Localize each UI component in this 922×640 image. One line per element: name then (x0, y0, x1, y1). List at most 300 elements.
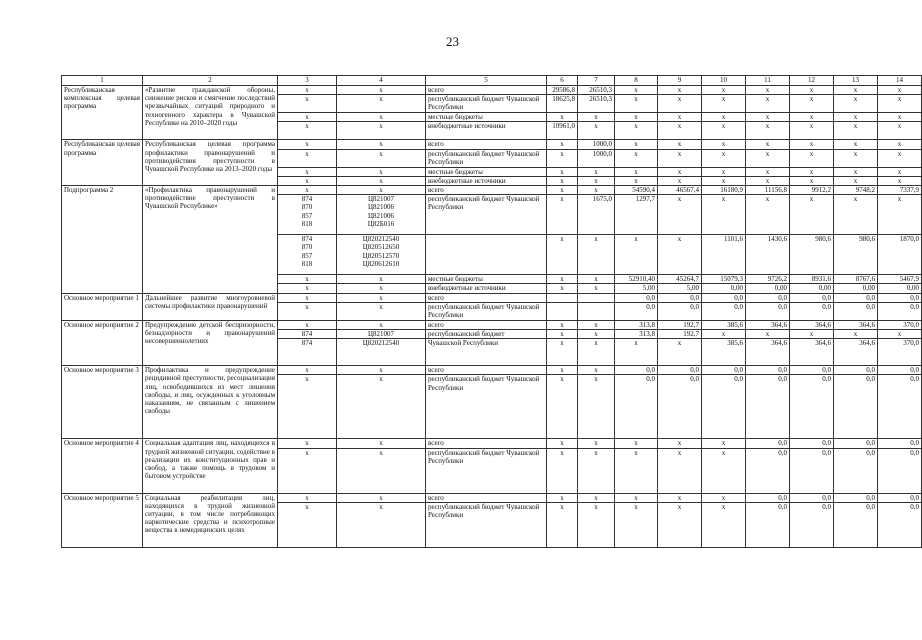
value-cell: 0,0 (878, 493, 922, 502)
value-cell: х (578, 186, 615, 195)
value-cell: 0,0 (615, 302, 658, 320)
value-cell: х (615, 502, 658, 547)
value-cell: 0,00 (746, 284, 790, 293)
program-name-cell: Основное мероприятие 2 (62, 320, 143, 365)
table-row (62, 366, 922, 375)
value-cell: 0,0 (702, 302, 746, 320)
value-cell: 46567,4 (658, 186, 702, 195)
funding-source-cell: всего (426, 86, 547, 95)
table-row (62, 493, 922, 502)
program-description-cell: Предупреждение детской беспризорности, безнадзорности и правонарушений несовершеннолетних (143, 320, 278, 365)
value-cell: х (658, 122, 702, 140)
value-cell: 8931,6 (790, 275, 834, 284)
budget-class-cell: Ц821007 Ц821006 Ц821006 Ц82Б016 (337, 195, 426, 235)
table-row (62, 293, 922, 302)
table-row (62, 186, 922, 195)
value-cell: х (615, 95, 658, 113)
value-cell: х (547, 186, 578, 195)
funding-source-cell: внебюджетные источники (426, 176, 547, 185)
value-cell: 364,6 (834, 339, 878, 366)
value-cell: 0,0 (878, 448, 922, 493)
value-cell: х (702, 493, 746, 502)
value-cell: 0,00 (834, 284, 878, 293)
value-cell: х (578, 122, 615, 140)
value-cell: 0,0 (746, 366, 790, 375)
value-cell: х (547, 375, 578, 439)
value-cell: х (746, 195, 790, 235)
value-cell: 0,0 (790, 366, 834, 375)
budget-class-cell: х (337, 95, 426, 113)
page-number: 23 (446, 34, 459, 49)
column-header: 3 (278, 76, 337, 86)
gov-code-cell: 874 (278, 339, 337, 366)
value-cell: х (790, 195, 834, 235)
column-header: 9 (658, 76, 702, 86)
value-cell: х (878, 176, 922, 185)
value-cell: х (578, 366, 615, 375)
value-cell: х (547, 140, 578, 149)
value-cell: 1101,6 (702, 235, 746, 275)
value-cell: х (834, 86, 878, 95)
budget-class-cell: х (337, 167, 426, 176)
gov-code-cell: х (278, 86, 337, 95)
table-row (62, 320, 922, 329)
budget-class-cell: Ц820212540 (337, 339, 426, 366)
value-cell: х (578, 375, 615, 439)
value-cell: 0,0 (834, 502, 878, 547)
value-cell: х (790, 176, 834, 185)
value-cell: 0,0 (702, 366, 746, 375)
budget-class-cell: х (337, 86, 426, 95)
value-cell: 0,0 (746, 375, 790, 439)
value-cell: х (658, 95, 702, 113)
value-cell: 313,8 (615, 320, 658, 329)
budget-class-cell: х (337, 176, 426, 185)
value-cell: 0,0 (658, 293, 702, 302)
value-cell: х (746, 95, 790, 113)
value-cell: х (834, 113, 878, 122)
gov-code-cell: 874 870 857 818 (278, 195, 337, 235)
gov-code-cell: х (278, 186, 337, 195)
budget-class-cell: х (337, 275, 426, 284)
value-cell: х (702, 122, 746, 140)
funding-source-cell: республиканский бюджет Чувашской Республики (426, 195, 547, 235)
value-cell: 385,6 (702, 320, 746, 329)
value-cell: х (547, 366, 578, 375)
value-cell: х (615, 176, 658, 185)
gov-code-cell: х (278, 113, 337, 122)
value-cell: 0,0 (878, 502, 922, 547)
value-cell: х (615, 113, 658, 122)
funding-source-cell: республиканский бюджет Чувашской Республики (426, 149, 547, 167)
value-cell: 0,0 (790, 375, 834, 439)
value-cell: 0,0 (746, 439, 790, 448)
value-cell: 364,6 (746, 339, 790, 366)
value-cell: 16180,9 (702, 186, 746, 195)
funding-source-cell: республиканский бюджет Чувашской Республики (426, 302, 547, 320)
value-cell: 0,0 (746, 493, 790, 502)
value-cell: 0,0 (878, 302, 922, 320)
value-cell: 0,0 (658, 302, 702, 320)
funding-source-cell: всего (426, 320, 547, 329)
value-cell: х (702, 195, 746, 235)
value-cell: х (658, 439, 702, 448)
value-cell: 370,0 (878, 339, 922, 366)
funding-source-cell: всего (426, 140, 547, 149)
value-cell: х (547, 330, 578, 339)
gov-code-cell: 874 870 857 818 (278, 235, 337, 275)
value-cell: х (702, 86, 746, 95)
value-cell: 0,0 (615, 293, 658, 302)
column-header: 13 (834, 76, 878, 86)
value-cell: х (615, 439, 658, 448)
value-cell: х (547, 320, 578, 329)
value-cell: х (834, 167, 878, 176)
value-cell: х (790, 167, 834, 176)
program-name-cell: Основное мероприятие 5 (62, 493, 143, 547)
value-cell: 5,00 (615, 284, 658, 293)
value-cell: х (547, 502, 578, 547)
value-cell: 8767,6 (834, 275, 878, 284)
value-cell: х (790, 113, 834, 122)
value-cell: х (615, 339, 658, 366)
gov-code-cell: х (278, 140, 337, 149)
program-description-cell: Дальнейшее развитие многоуровневой системы профилактики правонарушений (143, 293, 278, 320)
column-header: 12 (790, 76, 834, 86)
program-name-cell: Основное мероприятие 4 (62, 439, 143, 493)
budget-class-cell: х (337, 186, 426, 195)
value-cell: 192,7 (658, 320, 702, 329)
value-cell: 0,0 (746, 302, 790, 320)
value-cell: х (878, 95, 922, 113)
value-cell: х (746, 176, 790, 185)
value-cell: 980,6 (834, 235, 878, 275)
value-cell: х (578, 320, 615, 329)
value-cell: 0,0 (790, 439, 834, 448)
value-cell: 1297,7 (615, 195, 658, 235)
value-cell: х (834, 330, 878, 339)
value-cell: 9912,2 (790, 186, 834, 195)
value-cell: х (790, 140, 834, 149)
funding-source-cell: всего (426, 293, 547, 302)
value-cell: х (878, 149, 922, 167)
value-cell: 0,0 (746, 502, 790, 547)
funding-source-cell: республиканский бюджет Чувашской Республики (426, 448, 547, 493)
gov-code-cell: х (278, 302, 337, 320)
funding-source-cell (426, 235, 547, 275)
value-cell: х (658, 493, 702, 502)
value-cell: 0,0 (834, 375, 878, 439)
column-header: 6 (547, 76, 578, 86)
value-cell: х (547, 275, 578, 284)
funding-source-cell: всего (426, 439, 547, 448)
funding-source-cell: республиканский бюджет Чувашской Республики (426, 95, 547, 113)
program-description-cell: Социальная адаптация лиц, находящихся в трудной жизненной ситуации, содействие в реализации их конституционных прав и свобод, а также помощь в трудовом и бытовом устройстве (143, 439, 278, 493)
value-cell: х (790, 95, 834, 113)
value-cell: х (615, 167, 658, 176)
budget-class-cell: х (337, 320, 426, 329)
header-row (62, 76, 922, 86)
funding-source-cell: республиканский бюджет Чувашской Республики (426, 502, 547, 547)
value-cell: 1870,0 (878, 235, 922, 275)
value-cell: 5,00 (658, 284, 702, 293)
value-cell: х (834, 195, 878, 235)
value-cell: х (746, 140, 790, 149)
value-cell: 9726,2 (746, 275, 790, 284)
gov-code-cell: х (278, 320, 337, 329)
value-cell: 0,0 (702, 375, 746, 439)
value-cell: х (834, 95, 878, 113)
program-name-cell: Республиканская целевая программа (62, 140, 143, 186)
value-cell: 0,0 (746, 293, 790, 302)
value-cell: х (578, 176, 615, 185)
funding-source-cell: всего (426, 186, 547, 195)
budget-class-cell: х (337, 293, 426, 302)
program-description-cell: Республиканская целевая программа профилактики правонарушений и противодействия преступности в Чувашской Республике на 2013–2020 годы (143, 140, 278, 186)
value-cell: х (790, 330, 834, 339)
value-cell: х (790, 122, 834, 140)
value-cell: х (878, 113, 922, 122)
funding-source-cell: республиканский бюджет (426, 330, 547, 339)
budget-class-cell: х (337, 439, 426, 448)
funding-source-cell: внебюджетные источники (426, 122, 547, 140)
program-name-cell: Республиканская комплексная целевая программа (62, 86, 143, 140)
value-cell: 0,0 (834, 366, 878, 375)
funding-source-cell: всего (426, 493, 547, 502)
value-cell: 1000,0 (578, 140, 615, 149)
column-header: 10 (702, 76, 746, 86)
value-cell: х (746, 113, 790, 122)
value-cell: 5467,9 (878, 275, 922, 284)
value-cell: х (702, 330, 746, 339)
value-cell: х (878, 195, 922, 235)
value-cell: 0,0 (702, 293, 746, 302)
funding-source-cell: местные бюджеты (426, 167, 547, 176)
value-cell: х (702, 95, 746, 113)
value-cell: х (658, 149, 702, 167)
value-cell: х (658, 140, 702, 149)
value-cell: х (547, 113, 578, 122)
value-cell: х (702, 502, 746, 547)
gov-code-cell: х (278, 176, 337, 185)
value-cell: х (547, 149, 578, 167)
value-cell: 192,7 (658, 330, 702, 339)
value-cell: 18625,8 (547, 95, 578, 113)
value-cell: х (547, 176, 578, 185)
value-cell: х (834, 149, 878, 167)
value-cell: х (702, 448, 746, 493)
value-cell: х (878, 86, 922, 95)
value-cell: 0,0 (790, 493, 834, 502)
value-cell: 9748,2 (834, 186, 878, 195)
program-description-cell: Профилактика и предупреждение рецидивной преступности, ресоциализация лиц, освободившихся из мест лишения свободы, и лиц, осужденных к уголовным наказаниям, не связанным с лишением свободы (143, 366, 278, 439)
value-cell: х (658, 448, 702, 493)
value-cell: х (578, 502, 615, 547)
value-cell: х (658, 86, 702, 95)
gov-code-cell: х (278, 149, 337, 167)
value-cell: 0,0 (878, 293, 922, 302)
gov-code-cell: х (278, 275, 337, 284)
gov-code-cell: х (278, 439, 337, 448)
gov-code-cell: х (278, 493, 337, 502)
value-cell: 0,0 (878, 366, 922, 375)
value-cell: х (702, 113, 746, 122)
value-cell: 385,6 (702, 339, 746, 366)
value-cell: 0,00 (878, 284, 922, 293)
value-cell: х (702, 140, 746, 149)
value-cell: 0,0 (790, 448, 834, 493)
column-header: 2 (143, 76, 278, 86)
value-cell: 7337,9 (878, 186, 922, 195)
table-row (62, 86, 922, 95)
value-cell: х (547, 235, 578, 275)
program-name-cell: Основное мероприятие 3 (62, 366, 143, 439)
value-cell: х (615, 235, 658, 275)
value-cell: 0,00 (790, 284, 834, 293)
funding-source-cell: местные бюджеты (426, 275, 547, 284)
value-cell: 364,6 (790, 320, 834, 329)
gov-code-cell: х (278, 95, 337, 113)
value-cell: 0,0 (834, 439, 878, 448)
budget-class-cell: х (337, 502, 426, 547)
value-cell (547, 302, 578, 320)
value-cell: 313,8 (615, 330, 658, 339)
value-cell: х (658, 235, 702, 275)
budget-class-cell: х (337, 122, 426, 140)
column-header: 14 (878, 76, 922, 86)
column-header: 1 (62, 76, 143, 86)
budget-class-cell: Ц821007 (337, 330, 426, 339)
value-cell: х (658, 113, 702, 122)
funding-source-cell: местные бюджеты (426, 113, 547, 122)
value-cell: х (615, 140, 658, 149)
value-cell: х (578, 235, 615, 275)
value-cell: 370,0 (878, 320, 922, 329)
value-cell: х (746, 86, 790, 95)
budget-class-cell: Ц820212540 Ц820512650 Ц820512570 Ц820612610 (337, 235, 426, 275)
program-description-cell: «Профилактика правонарушений и противодействие преступности в Чувашской Республике» (143, 186, 278, 294)
value-cell: 364,6 (790, 339, 834, 366)
table-row (62, 439, 922, 448)
value-cell: х (878, 122, 922, 140)
program-name-cell: Основное мероприятие 1 (62, 293, 143, 320)
value-cell: х (578, 113, 615, 122)
value-cell: 364,6 (746, 320, 790, 329)
value-cell: х (615, 122, 658, 140)
program-name-cell: Подпрограмма 2 (62, 186, 143, 294)
value-cell: х (658, 195, 702, 235)
value-cell: 0,0 (658, 366, 702, 375)
budget-class-cell: х (337, 448, 426, 493)
budget-table (61, 75, 922, 548)
value-cell: х (578, 439, 615, 448)
value-cell: 1000,0 (578, 149, 615, 167)
value-cell: 26510,3 (578, 86, 615, 95)
value-cell: 54590,4 (615, 186, 658, 195)
value-cell: х (658, 502, 702, 547)
value-cell: х (578, 339, 615, 366)
value-cell: х (702, 439, 746, 448)
value-cell: х (702, 167, 746, 176)
value-cell: х (834, 140, 878, 149)
funding-source-cell: всего (426, 366, 547, 375)
value-cell: х (746, 167, 790, 176)
gov-code-cell: х (278, 448, 337, 493)
value-cell: х (658, 339, 702, 366)
table-row (62, 140, 922, 149)
value-cell: х (878, 167, 922, 176)
value-cell: х (547, 284, 578, 293)
value-cell: х (615, 448, 658, 493)
column-header: 8 (615, 76, 658, 86)
value-cell: х (547, 448, 578, 493)
value-cell: х (578, 330, 615, 339)
budget-class-cell: х (337, 366, 426, 375)
value-cell: х (746, 330, 790, 339)
value-cell: х (834, 176, 878, 185)
value-cell: 0,0 (790, 302, 834, 320)
value-cell: 0,00 (702, 284, 746, 293)
value-cell: х (578, 284, 615, 293)
column-header: 5 (426, 76, 547, 86)
value-cell: 29586,8 (547, 86, 578, 95)
gov-code-cell: х (278, 502, 337, 547)
gov-code-cell: х (278, 284, 337, 293)
value-cell: х (702, 149, 746, 167)
column-header: 4 (337, 76, 426, 86)
value-cell: 980,6 (790, 235, 834, 275)
value-cell (578, 302, 615, 320)
value-cell: 1430,6 (746, 235, 790, 275)
value-cell: 0,0 (878, 375, 922, 439)
value-cell: х (547, 339, 578, 366)
value-cell: х (547, 439, 578, 448)
gov-code-cell: х (278, 122, 337, 140)
value-cell: х (615, 86, 658, 95)
value-cell: 1675,0 (578, 195, 615, 235)
value-cell: 11156,8 (746, 186, 790, 195)
value-cell: 0,0 (615, 375, 658, 439)
value-cell: х (790, 149, 834, 167)
value-cell: 0,0 (790, 293, 834, 302)
value-cell: 0,0 (878, 439, 922, 448)
value-cell: 0,0 (834, 293, 878, 302)
value-cell: 0,0 (834, 302, 878, 320)
value-cell: х (578, 448, 615, 493)
value-cell: 364,6 (834, 320, 878, 329)
column-header: 11 (746, 76, 790, 86)
gov-code-cell: х (278, 375, 337, 439)
value-cell: х (790, 86, 834, 95)
budget-class-cell: х (337, 302, 426, 320)
value-cell: 52910,40 (615, 275, 658, 284)
value-cell: 0,0 (746, 448, 790, 493)
value-cell: х (547, 167, 578, 176)
value-cell: 0,0 (615, 366, 658, 375)
gov-code-cell: х (278, 366, 337, 375)
value-cell: х (658, 176, 702, 185)
budget-class-cell: х (337, 149, 426, 167)
value-cell: 45264,7 (658, 275, 702, 284)
value-cell: х (878, 140, 922, 149)
value-cell: х (702, 176, 746, 185)
funding-source-cell: республиканский бюджет Чувашской Республики (426, 375, 547, 439)
value-cell: 0,0 (658, 375, 702, 439)
gov-code-cell: 874 (278, 330, 337, 339)
budget-class-cell: х (337, 140, 426, 149)
column-header: 7 (578, 76, 615, 86)
budget-class-cell: х (337, 284, 426, 293)
